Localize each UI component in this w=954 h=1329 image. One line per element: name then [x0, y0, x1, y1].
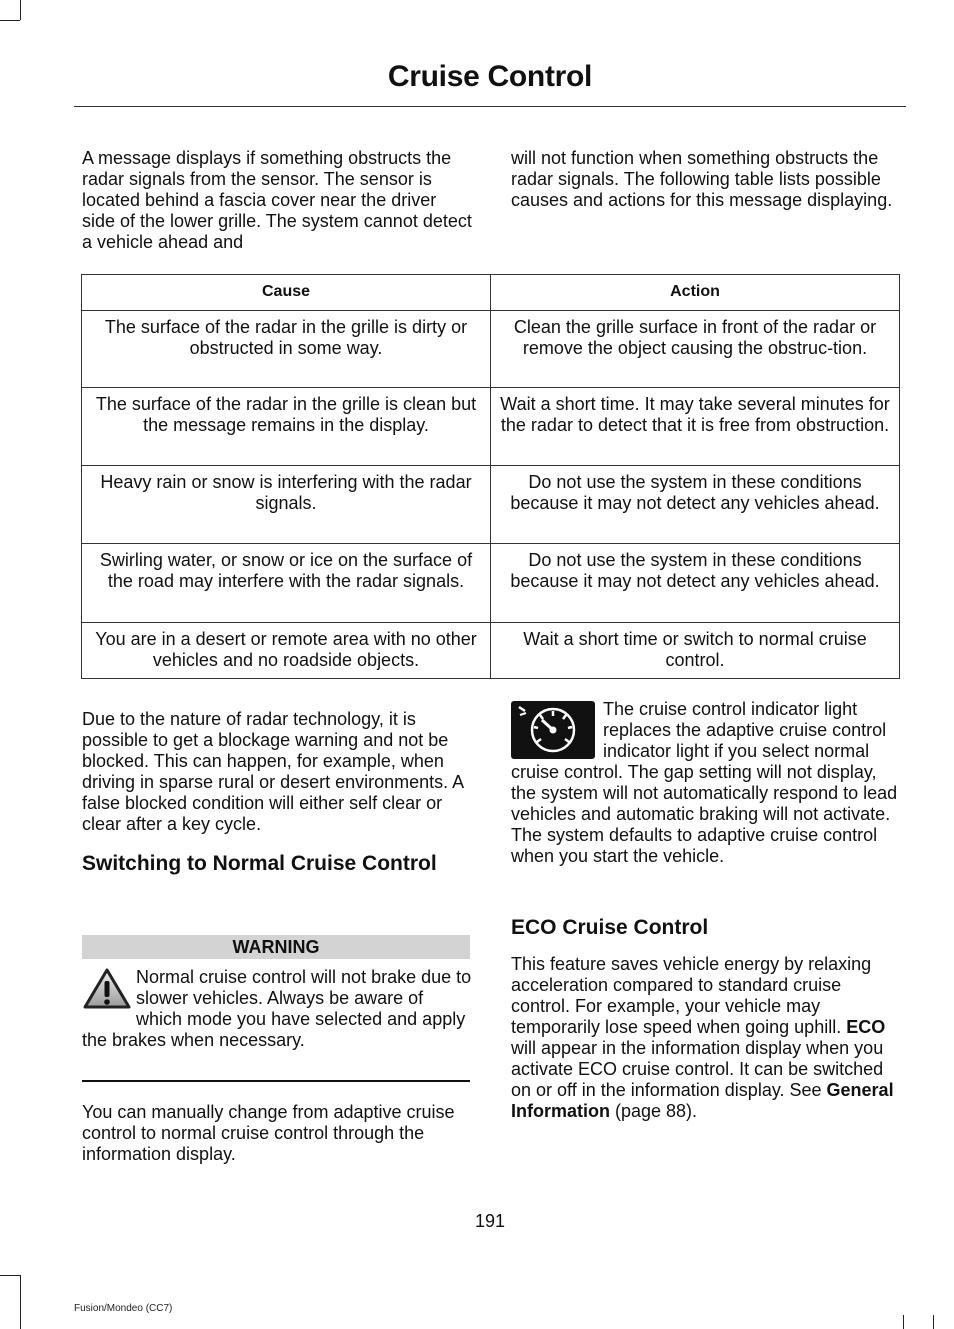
table-row [82, 466, 900, 544]
warning-triangle-icon [82, 967, 132, 1011]
cruise-control-gauge-icon [511, 701, 595, 759]
table-row [82, 311, 900, 388]
table-row [82, 544, 900, 623]
right-column [511, 699, 903, 867]
footer-model: Fusion/Mondeo (CC7) [74, 1303, 173, 1314]
cause-cell: You are in a desert or remote area with no other vehicles and no roadside objects. [82, 623, 491, 679]
table-row [82, 623, 900, 679]
indicator-light-paragraph: The cruise control indicator light replaces the adaptive cruise control indicator light if you select normal cruise control. The gap setting will not display, the system will not automatically respond to lead vehicles and automatic braking will not activate. The system defaults to adaptive cruise control when you start the vehicle. [511, 699, 898, 866]
crop-mark [933, 1315, 934, 1329]
crop-mark [903, 1315, 904, 1329]
crop-mark [20, 1275, 21, 1329]
cause-cell: Heavy rain or snow is interfering with the radar signals. [82, 466, 491, 544]
warning-block [82, 967, 474, 1051]
intro-right-paragraph: will not function when something obstructs the radar signals. The following table lists possible causes and actions for this message displaying. [511, 148, 893, 210]
eco-text: This feature saves vehicle energy by relaxing acceleration compared to standard cruise control. For example, your vehicle may temporarily lose speed when going uphill. [511, 954, 872, 1037]
table-header-row [82, 275, 900, 311]
intro-left-paragraph: A message displays if something obstructs the radar signals from the sensor. The sensor is located behind a fascia cover near the driver side of the lower grille. The system cannot detect a vehicle ahead and [82, 148, 472, 252]
cause-cell: Swirling water, or snow or ice on the surface of the road may interfere with the radar signals. [82, 544, 491, 623]
eco-paragraph [511, 954, 903, 1122]
action-cell: Wait a short time. It may take several minutes for the radar to detect that it is free from obstruction. [491, 388, 900, 466]
cause-cell: The surface of the radar in the grille is clean but the message remains in the display. [82, 388, 491, 466]
intro-left-text [82, 148, 474, 253]
warning-label: WARNING [82, 935, 470, 959]
eco-section-heading: ECO Cruise Control [511, 916, 709, 939]
page-reference: (page 88). [610, 1101, 698, 1121]
intro-right-text [511, 148, 903, 211]
general-information-link[interactable]: General Information [511, 1080, 894, 1121]
warning-divider [82, 1080, 470, 1082]
page-number: 191 [474, 1211, 506, 1231]
column-header-cause: Cause [82, 275, 491, 311]
action-cell: Clean the grille surface in front of the radar or remove the object causing the obstruc-tion. [491, 311, 900, 388]
manual-change-paragraph: You can manually change from adaptive cruise control to normal cruise control through the information display. [82, 1102, 455, 1164]
radar-note-paragraph: Due to the nature of radar technology, it is possible to get a blockage warning and not be blocked. This can happen, for example, when driving in sparse rural or desert environments. A false blocked condition will either self clear or clear after a key cycle. [82, 709, 464, 834]
page-title: Cruise Control [387, 60, 593, 93]
left-column [82, 709, 474, 875]
eco-indicator-word: ECO [846, 1017, 886, 1037]
action-cell: Do not use the system in these conditions because it may not detect any vehicles ahead. [491, 544, 900, 623]
column-header-action: Action [491, 275, 900, 311]
warning-text: Normal cruise control will not brake due to slower vehicles. Always be aware of which mode you have selected and apply the brakes when necessary. [82, 967, 472, 1050]
action-cell: Do not use the system in these conditions because it may not detect any vehicles ahead. [491, 466, 900, 544]
crop-mark [0, 1275, 20, 1276]
eco-text: will appear in the information display when you activate ECO cruise control. It can be switched on or off in the information display. See [511, 1038, 884, 1100]
crop-mark [0, 20, 20, 21]
title-rule [74, 106, 906, 107]
cause-cell: The surface of the radar in the grille is dirty or obstructed in some way. [82, 311, 491, 388]
action-cell: Wait a short time or switch to normal cruise control. [491, 623, 900, 679]
cause-action-table [81, 274, 900, 679]
table-row [82, 388, 900, 466]
switching-section-heading: Switching to Normal Cruise Control [82, 852, 437, 875]
crop-mark [20, 0, 21, 20]
